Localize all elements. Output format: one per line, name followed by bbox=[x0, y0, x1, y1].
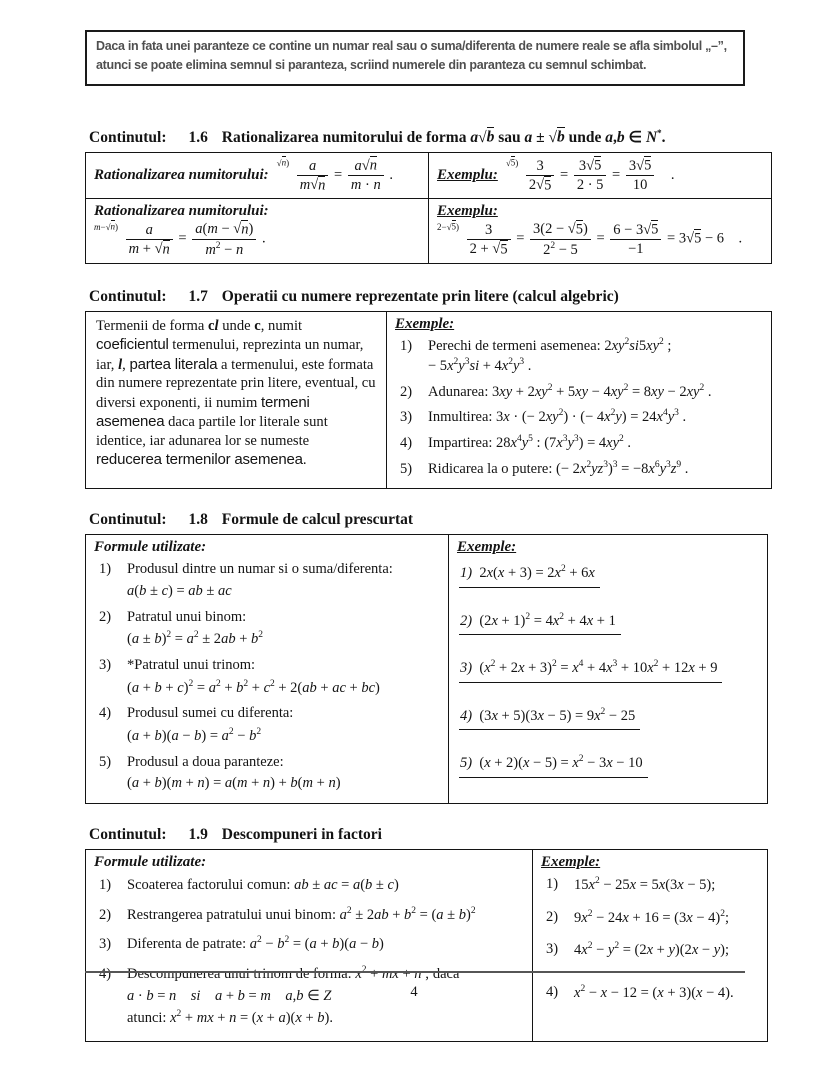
example-title: Exemplu: bbox=[437, 203, 498, 220]
item-text: Impartirea: $28x^4y^5$ : $(7x^3y^3) = 4xy^2$ . bbox=[428, 434, 632, 451]
factoring-formulas-cell bbox=[86, 850, 533, 1042]
formulas-list bbox=[94, 559, 440, 795]
section-heading-1-8 bbox=[89, 511, 745, 529]
item-number: 2) bbox=[546, 908, 559, 925]
factoring-examples-cell bbox=[533, 850, 768, 1042]
formula-item bbox=[94, 655, 440, 699]
table-factoring bbox=[85, 849, 768, 1042]
section-heading-1-9 bbox=[89, 826, 745, 844]
example-item: 3) $(x^2 + 2x + 3)^2 = x^4 + 4x^3 + 10x^2 + 12x + 9$ bbox=[459, 658, 759, 683]
formulas-title: Formule utilizate: bbox=[94, 854, 207, 871]
item-text: Produsul sumei cu diferenta: $(a + b)(a - b) = a^2 - b^2$ bbox=[127, 705, 294, 744]
heading-label: Continutul: bbox=[89, 128, 167, 146]
table-short-multiplication-formulas bbox=[85, 534, 768, 804]
item-text: Restrangerea patratului unui binom: $a^2 \pm 2ab + b^2 = (a \pm b)^2$ bbox=[127, 905, 476, 923]
heading-label: Continutul: bbox=[89, 826, 167, 844]
rationalization-example-1-cell bbox=[429, 152, 772, 198]
heading-title: Operatii cu numere reprezentate prin litere (calcul algebric) bbox=[221, 287, 619, 305]
examples-list bbox=[395, 336, 763, 479]
example-item bbox=[395, 336, 763, 377]
item-number: 5) bbox=[400, 460, 413, 477]
table-algebraic-operations bbox=[85, 311, 772, 489]
heading-title: Rationalizarea numitorului de forma a√b sau a ± √b unde a,b ∈ N*. bbox=[221, 127, 666, 146]
operations-examples-cell bbox=[387, 311, 772, 488]
item-text: *Patratul unui trinom: $(a + b + c)^2 = a^2 + b^2 + c^2 + 2(ab$ + ac + bc) bbox=[127, 656, 380, 696]
table-row bbox=[86, 311, 772, 488]
footer-divider bbox=[85, 971, 745, 973]
example-item bbox=[395, 433, 763, 454]
example-item bbox=[541, 874, 759, 897]
item-number: 3) bbox=[546, 941, 559, 958]
example-item bbox=[541, 939, 759, 962]
rationalization-rule-1-cell bbox=[86, 152, 429, 198]
example-item bbox=[395, 382, 763, 403]
formulas-cell bbox=[86, 535, 449, 804]
item-text: $x^2 - x - 12 = (x + 3)(x - 4)$. bbox=[574, 983, 734, 1001]
note-text: Daca in fata unei paranteze ce contine un numar real sau o suma/diferenta de numere reale se afla simbolul „–”, atunci se poate elimina semnul si paranteza, scriind numerele din paranteza cu semnul schimbat. bbox=[96, 39, 727, 73]
rule-title: Rationalizarea numitorului: bbox=[94, 203, 269, 220]
item-number: 1) bbox=[99, 877, 112, 894]
item-number: 1) bbox=[546, 876, 559, 893]
examples-title: Exemple: bbox=[457, 539, 517, 556]
item-number: 1) bbox=[99, 561, 112, 578]
item-number: 1) bbox=[400, 337, 413, 354]
terms-definition-cell bbox=[86, 311, 387, 488]
formula-item bbox=[94, 607, 440, 651]
item-text: Scoaterea factorului comun: ab ± ac = a(b ± c) bbox=[127, 877, 399, 894]
heading-number: 1.9 bbox=[188, 826, 208, 844]
formulas-examples-cell bbox=[449, 535, 768, 804]
heading-label: Continutul: bbox=[89, 287, 167, 305]
item-text: Inmultirea: 3x · (− $2xy^2$) · (− $4x^2y) = 24x^4y^3$ . bbox=[428, 408, 687, 426]
item-text: Descompunerea unui trinom de forma: $x^2$ + mx + n ; daca a · b = n si a + b = m a,b ∈ Z atunci: $x^2$ + mx + n = (x + a)(x + b). bbox=[127, 964, 460, 1027]
heading-title: Formule de calcul prescurtat bbox=[221, 511, 414, 529]
table-row bbox=[86, 152, 772, 198]
terms-definition-text: Termenii de forma cl unde c, numit coeficientul termenului, reprezinta un numar, iar, l, partea literala a termenului, este formata din numere reprezentate prin litere, eventual, cu diversi exponenti, ii numim termeni asemenea daca partile lor literale sunt identice, iar adunarea lor se numeste reducerea termenilor asemenea. bbox=[96, 317, 376, 469]
examples-title: Exemple: bbox=[541, 854, 601, 871]
example-item: 1) $2x(x + 3) = 2x^2 + 6x$ bbox=[459, 563, 759, 588]
rule-formula: $^{√n)}$ $\frac{a}{m√n}$ = $\frac{a√n}{m \cdot n}$ . bbox=[276, 157, 393, 194]
item-number: 3) bbox=[400, 409, 413, 426]
rule-formula: $^{m-√n)}$ $\frac{a}{m + √n}$ = $\frac{a(m - √n)}{m^2 - n}$ . bbox=[94, 221, 266, 258]
table-rationalization bbox=[85, 152, 772, 264]
item-number: 3) bbox=[99, 936, 112, 953]
item-number: 4) bbox=[400, 434, 413, 451]
example-formula: $^{√5)}$ $\frac{3}{2√5}$ = $\frac{3√5}{2 \cdot 5}$ = $\frac{3√5}{10}$ . bbox=[505, 157, 675, 194]
example-title: Exemplu: bbox=[437, 167, 498, 184]
item-number: 4) bbox=[546, 983, 559, 1000]
formula-item bbox=[94, 703, 440, 747]
formula-item bbox=[94, 933, 524, 955]
example-item: 4) $(3x + 5)(3x - 5) = 9x^2 - 25$ bbox=[459, 706, 759, 731]
example-item bbox=[395, 407, 763, 428]
item-text: $9x^2 - 24x + 16 = (3x - 4)^2$; bbox=[574, 908, 729, 926]
note-box bbox=[85, 30, 745, 86]
formula-item bbox=[94, 752, 440, 796]
heading-number: 1.6 bbox=[188, 128, 208, 146]
item-number: 2) bbox=[99, 608, 112, 625]
item-number: 5) bbox=[99, 753, 112, 770]
formulas-title: Formule utilizate: bbox=[94, 539, 207, 556]
item-text: Ridicarea la o putere: (− $2x^2yz^3)^3 = -8x^6y^3z^9$ . bbox=[428, 459, 689, 477]
example-item: 5) $(x + 2)(x - 5) = x^2 - 3x - 10$ bbox=[459, 753, 759, 778]
formula-item bbox=[94, 874, 524, 896]
item-number: 2) bbox=[400, 383, 413, 400]
example-item bbox=[541, 907, 759, 930]
formula-item bbox=[94, 559, 440, 603]
rationalization-example-2-cell bbox=[429, 199, 772, 263]
examples-title: Exemple: bbox=[395, 315, 455, 332]
item-text: Patratul unui binom: $(a \pm b)^2 = a^2 \pm 2ab + b^2$ bbox=[127, 608, 263, 648]
example-formula: $^{2-√5)}$ $\frac{3}{2 + √5}$ = $\frac{3(2 - √5)}{2^2 - 5}$ = $\frac{6 - 3√5}{-1}$ = 3√5 − 6 . bbox=[437, 221, 743, 258]
item-text: Produsul a doua paranteze: (a + b)(m + n) = a(m + n) + b(m + n) bbox=[127, 753, 341, 792]
item-text: Adunarea: $3xy + 2xy^2 + 5xy - 4xy^2 = 8xy - 2xy^2$ . bbox=[428, 383, 712, 400]
item-number: 4) bbox=[99, 705, 112, 722]
item-text: $15x^2 - 25x = 5x(3x - 5)$; bbox=[574, 876, 716, 893]
heading-number: 1.7 bbox=[188, 287, 208, 305]
item-number: 4) bbox=[99, 965, 112, 982]
table-row bbox=[86, 199, 772, 263]
heading-number: 1.8 bbox=[188, 511, 208, 529]
table-row bbox=[86, 535, 768, 804]
heading-title: Descompuneri in factori bbox=[221, 826, 382, 844]
item-text: Produsul dintre un numar si o suma/diferenta: a(b ± c) = ab ± ac bbox=[127, 561, 393, 599]
item-number: 2) bbox=[99, 906, 112, 923]
heading-label: Continutul: bbox=[89, 511, 167, 529]
formula-item bbox=[94, 904, 524, 926]
section-heading-1-6 bbox=[89, 128, 745, 147]
section-heading-1-7 bbox=[89, 288, 745, 306]
examples-list bbox=[457, 563, 759, 778]
rule-title: Rationalizarea numitorului: bbox=[94, 167, 269, 184]
item-text: Diferenta de patrate: $a^2 - b^2 = (a + b)(a - b)$ bbox=[127, 935, 384, 953]
item-text: Perechi de termeni asemenea: $2xy^2si5xy^2$ ; − $5x^2y^3si + 4x^2y^3$ . bbox=[428, 336, 672, 375]
formulas-list bbox=[94, 874, 524, 1030]
example-item bbox=[395, 459, 763, 480]
item-number: 3) bbox=[99, 656, 112, 673]
example-item: 2) $(2x + 1)^2 = 4x^2 + 4x + 1$ bbox=[459, 611, 759, 636]
page-number: 4 bbox=[410, 984, 418, 1000]
table-row bbox=[86, 850, 768, 1042]
rationalization-rule-2-cell bbox=[86, 199, 429, 263]
item-text: $4x^2 - y^2 = (2x + y)(2x - y)$; bbox=[574, 941, 729, 959]
